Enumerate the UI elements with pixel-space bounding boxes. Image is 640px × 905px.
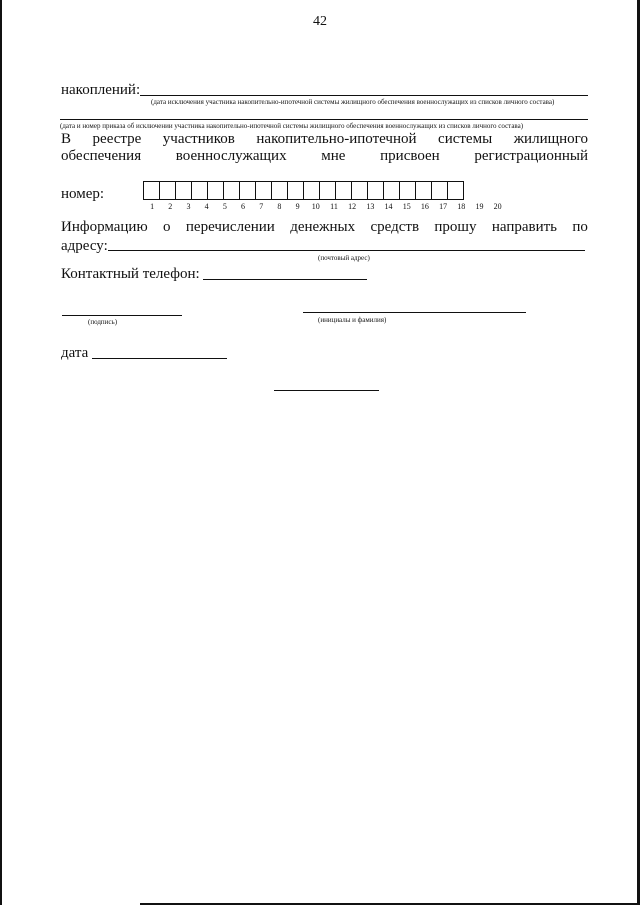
registry-word: военнослужащих: [175, 148, 287, 164]
registry-word: обеспечения: [61, 148, 142, 164]
date-label: дата: [61, 345, 89, 361]
accruals-label: накоплений:: [61, 82, 141, 98]
reg-digit-box[interactable]: [255, 181, 272, 200]
registry-word: В: [61, 131, 72, 147]
reg-box-number: 7: [259, 202, 264, 211]
transfer-word: направить: [491, 219, 558, 235]
reg-box-number: 4: [204, 202, 209, 211]
transfer-word: о: [163, 219, 171, 235]
order-caption: (дата и номер приказа об исключении участника накопительно-ипотечной системы жилищного обеспечения военнослужащих из списков личного состава): [60, 122, 524, 130]
reg-box-number: 10: [311, 202, 320, 211]
reg-digit-box[interactable]: [143, 181, 160, 200]
reg-box-number: 19: [475, 202, 484, 211]
reg-box-number: 1: [150, 202, 155, 211]
transfer-word: средств: [370, 219, 420, 235]
reg-box-number: 11: [330, 202, 338, 211]
number-label: номер:: [61, 186, 105, 202]
reg-box-number: 20: [493, 202, 502, 211]
registry-word: реестре: [92, 131, 142, 147]
reg-box-number: 6: [241, 202, 246, 211]
reg-digit-box[interactable]: [239, 181, 256, 200]
address-line[interactable]: [108, 250, 585, 251]
page-number: 42: [313, 14, 327, 29]
registry-line-1: [61, 131, 588, 148]
reg-digit-box[interactable]: [415, 181, 432, 200]
reg-box-number: 5: [222, 202, 227, 211]
reg-box-number: 9: [295, 202, 300, 211]
reg-digit-box[interactable]: [335, 181, 352, 200]
phone-label: Контактный телефон:: [61, 266, 200, 282]
reg-box-number: 3: [186, 202, 191, 211]
transfer-word: перечислении: [185, 219, 275, 235]
signature-line[interactable]: [62, 315, 182, 316]
transfer-word: прошу: [434, 219, 477, 235]
reg-box-number: 8: [277, 202, 282, 211]
registry-word: мне: [321, 148, 346, 164]
reg-digit-box[interactable]: [287, 181, 304, 200]
reg-box-number: 16: [420, 202, 429, 211]
end-separator-line: [274, 390, 379, 391]
reg-digit-box[interactable]: [271, 181, 288, 200]
reg-digit-box[interactable]: [447, 181, 464, 200]
registry-line-2: [61, 148, 588, 165]
transfer-word: Информацию: [61, 219, 148, 235]
reg-box-number: 13: [366, 202, 375, 211]
address-label: адресу:: [61, 238, 108, 254]
reg-digit-box[interactable]: [431, 181, 448, 200]
transfer-line: [61, 219, 588, 236]
reg-box-number: 18: [457, 202, 466, 211]
reg-digit-box[interactable]: [303, 181, 320, 200]
date-line[interactable]: [92, 358, 227, 359]
registry-word: присвоен: [380, 148, 440, 164]
registry-word: системы: [438, 131, 493, 147]
reg-box-number: 15: [402, 202, 411, 211]
phone-line[interactable]: [203, 279, 367, 280]
scan-border-left: [0, 0, 2, 905]
signature-caption: (подпись): [88, 318, 118, 326]
registry-word: участников: [162, 131, 235, 147]
reg-box-number: 12: [348, 202, 357, 211]
reg-digit-box[interactable]: [175, 181, 192, 200]
reg-digit-box[interactable]: [159, 181, 176, 200]
registry-word: регистрационный: [474, 148, 588, 164]
name-line[interactable]: [303, 312, 526, 313]
reg-box-number: 14: [384, 202, 393, 211]
exclusion-date-caption: (дата исключения участника накопительно-ипотечной системы жилищного обеспечения военнослужащих из списков личного состава): [151, 98, 555, 106]
transfer-word: денежных: [290, 219, 356, 235]
registry-word: накопительно-ипотечной: [256, 131, 417, 147]
reg-digit-box[interactable]: [223, 181, 240, 200]
postal-address-caption: (почтовый адрес): [318, 254, 370, 262]
registration-number-boxes: [143, 181, 464, 200]
reg-digit-box[interactable]: [191, 181, 208, 200]
reg-box-number: 17: [439, 202, 448, 211]
reg-digit-box[interactable]: [367, 181, 384, 200]
registry-word: жилищного: [513, 131, 588, 147]
exclusion-date-line[interactable]: [140, 95, 588, 96]
name-caption: (инициалы и фамилия): [318, 316, 387, 324]
transfer-word: по: [572, 219, 588, 235]
registration-box-numbers: [143, 202, 507, 211]
reg-digit-box[interactable]: [351, 181, 368, 200]
order-line[interactable]: [60, 119, 588, 120]
reg-box-number: 2: [168, 202, 173, 211]
reg-digit-box[interactable]: [399, 181, 416, 200]
reg-digit-box[interactable]: [383, 181, 400, 200]
reg-digit-box[interactable]: [207, 181, 224, 200]
reg-digit-box[interactable]: [319, 181, 336, 200]
